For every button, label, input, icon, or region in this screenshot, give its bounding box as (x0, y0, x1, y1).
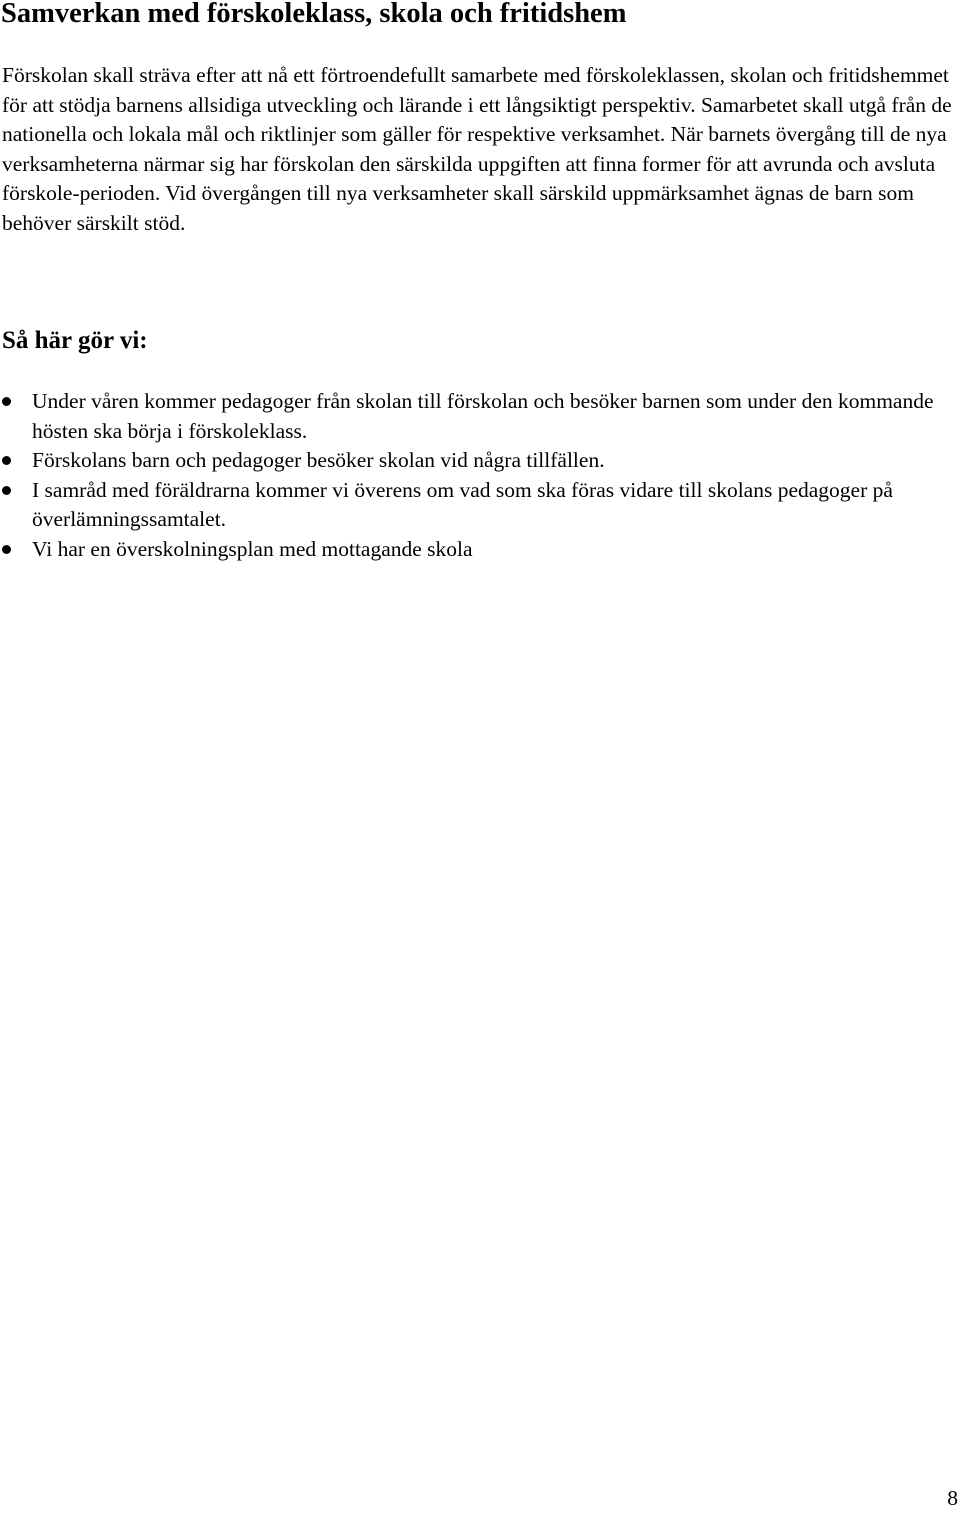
list-item-text: Vi har en överskolningsplan med mottagande skola (32, 536, 473, 561)
bullet-icon (2, 397, 11, 406)
list-item-text: Under våren kommer pedagoger från skolan till förskolan och besöker barnen som under den kommande hösten ska börja i förskoleklass. (32, 389, 934, 443)
bullet-icon (2, 545, 11, 554)
page-number: 8 (947, 1486, 958, 1510)
bullet-icon (2, 486, 11, 495)
bullet-icon (2, 456, 11, 465)
list-item (0, 535, 950, 565)
bullet-list (0, 387, 950, 565)
section-heading: Så här gör vi: (2, 327, 148, 354)
list-item (0, 476, 950, 535)
page-title: Samverkan med förskoleklass, skola och fritidshem (1, 0, 627, 29)
intro-paragraph: Förskolan skall sträva efter att nå ett förtroendefullt samarbete med förskoleklassen, skolan och fritidshemmet för att stödja barnens allsidiga utveckling och lärande i ett långsiktigt perspektiv. Samarbetet skall utgå från de nationella och lokala mål och riktlinjer som gäller för respektive verksamhet. När barnets övergång till de nya verksamheterna närmar sig har förskolan den särskilda uppgiften att finna former för att avrunda och avsluta förskole-perioden. Vid övergången till nya verksamheter skall särskild uppmärksamhet ägnas de barn som behöver särskilt stöd. (2, 63, 952, 235)
list-item-text: I samråd med föräldrarna kommer vi överens om vad som ska föras vidare till skolans pedagoger på överlämningssamtalet. (32, 477, 893, 532)
list-item-text: Förskolans barn och pedagoger besöker skolan vid några tillfällen. (32, 448, 605, 473)
list-item (0, 446, 950, 476)
list-item (0, 387, 950, 446)
